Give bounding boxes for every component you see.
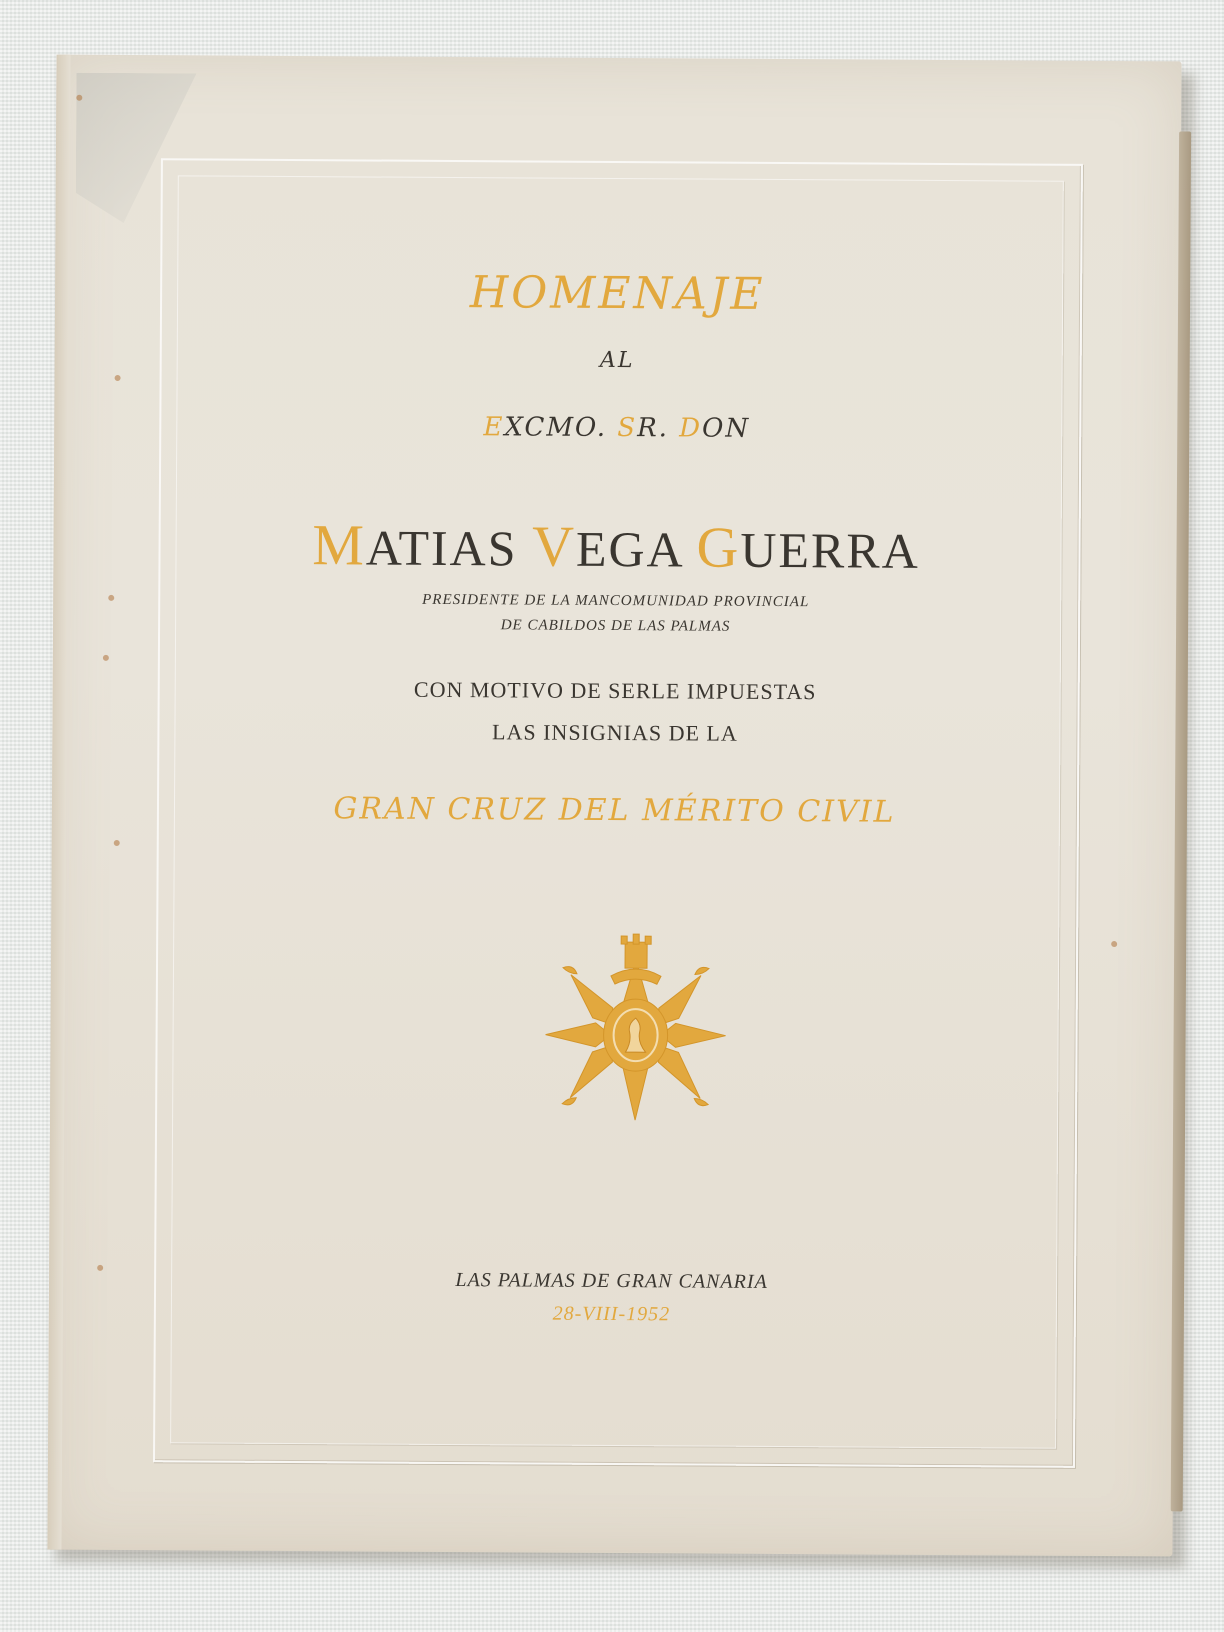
occasion-line-2: LAS INSIGNIAS DE LA xyxy=(492,719,738,746)
booklet-cover xyxy=(47,55,1181,1557)
date-line: 28-VIII-1952 xyxy=(552,1302,671,1326)
position-line-2: DE CABILDOS DE LAS PALMAS xyxy=(500,617,731,635)
honorific-initial-e: E xyxy=(483,412,505,443)
gran-cruz-merito-civil-emblem-icon xyxy=(540,920,731,1126)
name-text-v: EGA xyxy=(575,520,697,578)
name-initial-m: M xyxy=(312,512,367,578)
honorific-line xyxy=(54,410,1179,447)
honorific-text-e: XCMO. xyxy=(504,412,618,444)
occasion-line-1: CON MOTIVO DE SERLE IMPUESTAS xyxy=(413,676,817,705)
honorific-initial-d: D xyxy=(679,413,703,444)
position-line-1: PRESIDENTE DE LA MANCOMUNIDAD PROVINCIAL xyxy=(422,591,810,611)
name-initial-g: G xyxy=(696,514,741,580)
honorific-initial-s: S xyxy=(617,413,638,444)
name-text-g: UERRA xyxy=(740,521,920,579)
name-initial-v: V xyxy=(531,513,577,579)
award-name: GRAN CRUZ DEL MÉRITO CIVIL xyxy=(333,791,896,830)
cover-title: HOMENAJE xyxy=(469,267,766,320)
name-text-m: ATIAS xyxy=(365,519,533,577)
al-line: AL xyxy=(599,347,635,374)
honoree-name xyxy=(53,510,1178,584)
honorific-text-s: R. xyxy=(637,413,680,444)
honorific-text-d: ON xyxy=(701,413,751,444)
cover-text xyxy=(47,55,1181,1557)
place-line: LAS PALMAS DE GRAN CANARIA xyxy=(455,1269,768,1293)
